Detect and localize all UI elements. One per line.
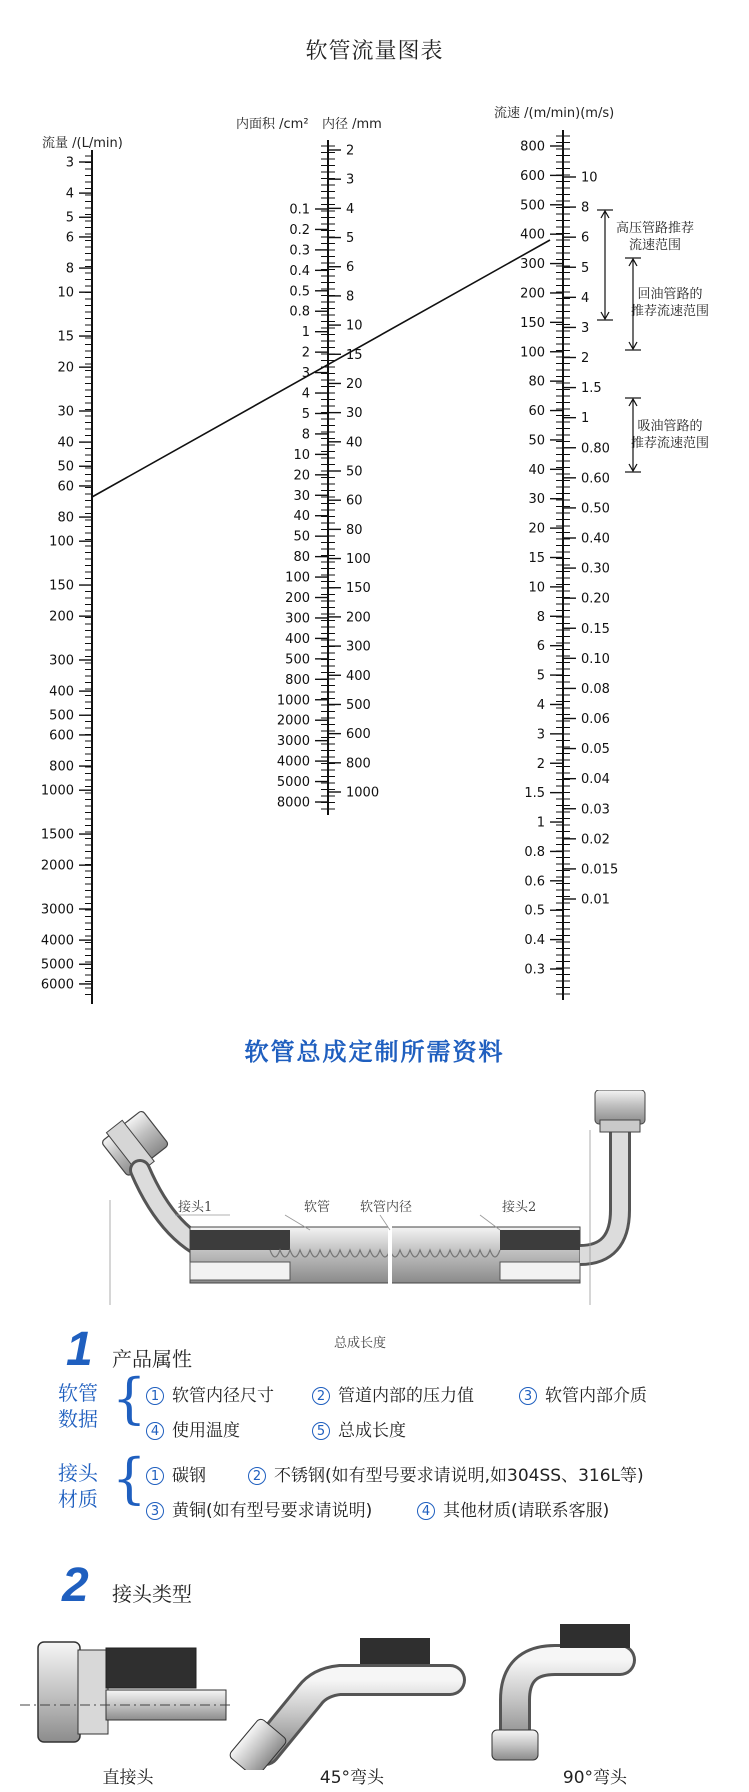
item-text: 碳钢 bbox=[172, 1466, 206, 1486]
section-2-number: 2 bbox=[62, 1559, 89, 1612]
material-item-3 bbox=[146, 1496, 372, 1521]
45-degree-fitting-caption: 45°弯头 bbox=[319, 1768, 385, 1788]
range-label-line: 回油管路的 bbox=[637, 287, 703, 302]
tick-label: 300 bbox=[49, 653, 74, 669]
velocity-scale bbox=[520, 130, 618, 1000]
tick-label: 200 bbox=[520, 286, 545, 302]
area-diameter-scale bbox=[277, 140, 379, 815]
tick-label: 8 bbox=[581, 200, 590, 216]
tick-label: 4 bbox=[346, 201, 355, 217]
90-degree-fitting-caption: 90°弯头 bbox=[562, 1768, 628, 1788]
tick-label: 0.30 bbox=[581, 561, 610, 577]
tick-label: 2 bbox=[346, 143, 355, 159]
tick-label: 2000 bbox=[40, 858, 74, 874]
range-label-line: 推荐流速范围 bbox=[630, 304, 709, 319]
item-number: 2 bbox=[312, 1387, 330, 1405]
tick-label: 0.2 bbox=[289, 222, 310, 238]
tick-label: 0.3 bbox=[524, 962, 545, 978]
tick-label: 1 bbox=[301, 325, 310, 341]
item-number: 3 bbox=[146, 1502, 164, 1520]
tick-label: 30 bbox=[528, 492, 545, 508]
high-pressure-range-label bbox=[600, 220, 710, 254]
hose-item-3 bbox=[519, 1381, 647, 1406]
tick-label: 0.05 bbox=[581, 742, 610, 758]
hose-data-brace: { bbox=[112, 1367, 147, 1430]
tick-label: 0.04 bbox=[581, 772, 610, 788]
return-oil-range-label bbox=[620, 286, 720, 320]
fitting-material-label bbox=[58, 1460, 98, 1512]
diameter-scale-label: 内径 /mm bbox=[322, 117, 382, 132]
area-scale-label: 内面积 /cm² bbox=[236, 117, 309, 132]
tick-label: 80 bbox=[528, 374, 545, 390]
group-label-line: 接头 bbox=[58, 1461, 98, 1485]
item-number: 1 bbox=[146, 1387, 164, 1405]
tick-label: 8 bbox=[536, 609, 545, 625]
item-text: 软管内部介质 bbox=[545, 1386, 647, 1406]
straight-fitting-caption: 直接头 bbox=[102, 1768, 154, 1788]
tick-label: 0.6 bbox=[524, 874, 545, 890]
tick-label: 3 bbox=[346, 172, 355, 188]
tick-label: 10 bbox=[293, 447, 310, 463]
tick-label: 4000 bbox=[40, 933, 74, 949]
range-label-line: 高压管路推荐 bbox=[615, 221, 694, 236]
tick-label: 30 bbox=[346, 406, 363, 422]
tick-label: 6 bbox=[65, 230, 74, 246]
tick-label: 10 bbox=[528, 580, 545, 596]
material-item-1 bbox=[146, 1461, 206, 1486]
material-item-4 bbox=[417, 1496, 609, 1521]
tick-label: 400 bbox=[520, 227, 545, 243]
tick-label: 30 bbox=[57, 404, 74, 420]
90-degree-fitting-shape bbox=[492, 1624, 630, 1760]
tick-label: 800 bbox=[49, 759, 74, 775]
tick-label: 0.3 bbox=[289, 243, 310, 259]
suction-oil-range-label bbox=[620, 418, 720, 452]
tick-label: 40 bbox=[293, 509, 310, 525]
tick-label: 300 bbox=[285, 611, 310, 627]
range-label-line: 吸油管路的 bbox=[637, 419, 703, 434]
fitting-2-nut bbox=[595, 1090, 645, 1124]
tick-label: 80 bbox=[346, 522, 363, 538]
tick-label: 5000 bbox=[276, 775, 310, 791]
tick-label: 80 bbox=[293, 550, 310, 566]
tick-label: 40 bbox=[57, 435, 74, 451]
straight-fitting-shape bbox=[20, 1642, 230, 1742]
tick-label: 20 bbox=[293, 468, 310, 484]
tick-label: 5 bbox=[536, 668, 545, 684]
hose-item-1 bbox=[146, 1381, 274, 1406]
tick-label: 50 bbox=[57, 459, 74, 475]
tick-label: 4 bbox=[65, 186, 74, 202]
tick-label: 0.06 bbox=[581, 712, 610, 727]
tick-label: 40 bbox=[528, 462, 545, 478]
tick-label: 500 bbox=[520, 198, 545, 214]
tick-label: 60 bbox=[346, 493, 363, 509]
tick-label: 0.08 bbox=[581, 681, 610, 697]
item-number: 2 bbox=[248, 1467, 266, 1485]
tick-label: 6 bbox=[346, 260, 355, 276]
tick-label: 15 bbox=[346, 347, 363, 363]
group-label-line: 软管 bbox=[58, 1381, 98, 1405]
tick-label: 800 bbox=[346, 756, 371, 772]
tick-label: 2 bbox=[536, 756, 545, 772]
tick-label: 50 bbox=[346, 464, 363, 480]
item-text: 其他材质(请联系客服) bbox=[443, 1501, 610, 1521]
tick-label: 1000 bbox=[346, 785, 380, 801]
tick-label: 0.015 bbox=[581, 862, 619, 878]
tick-label: 1.5 bbox=[524, 786, 545, 802]
group-label-line: 材质 bbox=[58, 1487, 98, 1511]
tick-label: 800 bbox=[520, 139, 545, 155]
tick-label: 2000 bbox=[276, 713, 310, 729]
tick-label: 20 bbox=[57, 360, 74, 376]
hose-item-5 bbox=[312, 1416, 406, 1441]
item-text: 管道内部的压力值 bbox=[338, 1386, 474, 1406]
chart-title: 软管流量图表 bbox=[305, 39, 444, 64]
tick-label: 15 bbox=[57, 329, 74, 345]
section-2-title: 接头类型 bbox=[112, 1582, 192, 1606]
assembly-section-title: 软管总成定制所需资料 bbox=[244, 1038, 505, 1066]
tick-label: 500 bbox=[49, 708, 74, 724]
range-label-line: 流速范围 bbox=[628, 238, 681, 253]
tick-label: 5 bbox=[65, 210, 74, 226]
tick-label: 5000 bbox=[40, 957, 74, 973]
item-number: 3 bbox=[519, 1387, 537, 1405]
tick-label: 200 bbox=[346, 610, 371, 626]
flow-scale-label: 流量 /(L/min) bbox=[42, 136, 123, 151]
tick-label: 3 bbox=[581, 320, 590, 336]
tick-label: 0.01 bbox=[581, 892, 610, 908]
tick-label: 6 bbox=[581, 230, 590, 246]
tick-label: 3 bbox=[301, 366, 310, 382]
section-1-number: 1 bbox=[66, 1323, 93, 1376]
tick-label: 150 bbox=[520, 315, 545, 331]
tick-label: 10 bbox=[57, 285, 74, 301]
tick-label: 1 bbox=[536, 815, 545, 831]
tick-label: 1 bbox=[581, 411, 590, 427]
tick-label: 0.02 bbox=[581, 832, 610, 848]
tick-label: 200 bbox=[49, 609, 74, 625]
tick-label: 6000 bbox=[40, 977, 74, 993]
tick-label: 8000 bbox=[276, 795, 310, 811]
tick-label: 30 bbox=[293, 488, 310, 504]
tick-label: 300 bbox=[520, 257, 545, 273]
hose-item-2 bbox=[312, 1381, 474, 1406]
tick-label: 60 bbox=[528, 404, 545, 420]
item-number: 5 bbox=[312, 1422, 330, 1440]
tick-label: 0.80 bbox=[581, 441, 610, 457]
tick-label: 10 bbox=[346, 318, 363, 334]
tick-label: 1000 bbox=[40, 783, 74, 799]
tick-label: 400 bbox=[49, 684, 74, 700]
tick-label: 100 bbox=[285, 570, 310, 586]
tick-label: 50 bbox=[293, 529, 310, 545]
tick-label: 10 bbox=[581, 170, 598, 186]
tick-label: 500 bbox=[285, 652, 310, 668]
tick-label: 5 bbox=[301, 406, 310, 422]
range-label-line: 推荐流速范围 bbox=[630, 436, 709, 451]
tick-label: 3 bbox=[65, 155, 74, 171]
tick-label: 0.03 bbox=[581, 802, 610, 818]
tick-label: 0.4 bbox=[289, 263, 310, 279]
tick-label: 0.8 bbox=[289, 304, 310, 320]
tick-label: 50 bbox=[528, 433, 545, 449]
tick-label: 15 bbox=[528, 551, 545, 566]
item-text: 软管内径尺寸 bbox=[172, 1386, 274, 1406]
tick-label: 600 bbox=[520, 168, 545, 184]
item-text: 使用温度 bbox=[172, 1421, 240, 1441]
tick-label: 600 bbox=[49, 728, 74, 744]
tick-label: 0.20 bbox=[581, 591, 610, 607]
tick-label: 0.10 bbox=[581, 651, 610, 667]
tick-label: 1500 bbox=[40, 827, 74, 843]
tick-label: 20 bbox=[346, 376, 363, 392]
tick-label: 0.4 bbox=[524, 933, 545, 949]
material-item-2 bbox=[248, 1461, 644, 1486]
tick-label: 3 bbox=[536, 727, 545, 743]
item-number: 4 bbox=[146, 1422, 164, 1440]
tick-label: 1.5 bbox=[581, 381, 602, 397]
tick-label: 6 bbox=[536, 639, 545, 655]
hose-item-4 bbox=[146, 1416, 240, 1441]
tick-label: 0.40 bbox=[581, 531, 610, 547]
tick-label: 20 bbox=[528, 521, 545, 537]
label-total-length: 总成长度 bbox=[334, 1336, 387, 1351]
tick-label: 0.5 bbox=[524, 903, 545, 919]
tick-label: 500 bbox=[346, 697, 371, 713]
tick-label: 0.1 bbox=[289, 202, 310, 218]
tick-label: 0.60 bbox=[581, 471, 610, 487]
item-text: 黄铜(如有型号要求请说明) bbox=[172, 1501, 373, 1521]
tick-label: 0.5 bbox=[289, 284, 310, 300]
tick-label: 100 bbox=[520, 345, 545, 361]
tick-label: 40 bbox=[346, 435, 363, 451]
45-degree-fitting-shape bbox=[228, 1638, 450, 1770]
flow-scale bbox=[41, 150, 92, 1004]
tick-label: 150 bbox=[49, 578, 74, 594]
hose-data-label bbox=[58, 1380, 98, 1432]
section-1-title: 产品属性 bbox=[112, 1347, 192, 1371]
tick-label: 2 bbox=[301, 345, 310, 361]
tick-label: 4000 bbox=[276, 754, 310, 770]
tick-label: 80 bbox=[57, 510, 74, 526]
tick-label: 400 bbox=[285, 631, 310, 647]
tick-label: 0.8 bbox=[524, 844, 545, 860]
tick-label: 4 bbox=[536, 697, 545, 713]
fitting-material-brace: { bbox=[112, 1447, 147, 1510]
item-number: 4 bbox=[417, 1502, 435, 1520]
tick-label: 200 bbox=[285, 591, 310, 607]
tick-label: 3000 bbox=[40, 902, 74, 918]
tick-label: 8 bbox=[301, 427, 310, 443]
group-label-line: 数据 bbox=[58, 1407, 98, 1431]
label-inner-diameter: 软管内径 bbox=[360, 1200, 413, 1215]
tick-label: 0.15 bbox=[581, 621, 610, 637]
tick-label: 5 bbox=[346, 231, 355, 247]
tick-label: 5 bbox=[581, 260, 590, 276]
tick-label: 8 bbox=[346, 289, 355, 305]
tick-label: 4 bbox=[301, 386, 310, 402]
tick-label: 2 bbox=[581, 351, 590, 366]
tick-label: 0.50 bbox=[581, 501, 610, 517]
tick-label: 3000 bbox=[276, 734, 310, 750]
fitting-types-drawing bbox=[20, 1620, 730, 1770]
label-fitting-2: 接头2 bbox=[502, 1200, 537, 1215]
tick-label: 600 bbox=[346, 727, 371, 743]
item-text: 不锈钢(如有型号要求请说明,如304SS、316L等) bbox=[274, 1466, 644, 1486]
tick-label: 4 bbox=[581, 290, 590, 306]
tick-label: 1000 bbox=[276, 693, 310, 709]
tick-label: 300 bbox=[346, 639, 371, 655]
tick-label: 60 bbox=[57, 479, 74, 495]
tick-label: 400 bbox=[346, 668, 371, 684]
tick-label: 150 bbox=[346, 581, 371, 597]
tick-label: 800 bbox=[285, 672, 310, 688]
item-text: 总成长度 bbox=[338, 1421, 406, 1441]
tick-label: 8 bbox=[65, 261, 74, 277]
label-fitting-1: 接头1 bbox=[178, 1200, 213, 1215]
tick-label: 100 bbox=[346, 552, 371, 568]
velocity-scale-label: 流速 /(m/min)(m/s) bbox=[494, 106, 615, 121]
item-number: 1 bbox=[146, 1467, 164, 1485]
label-hose: 软管 bbox=[304, 1200, 331, 1215]
tick-label: 100 bbox=[49, 534, 74, 550]
